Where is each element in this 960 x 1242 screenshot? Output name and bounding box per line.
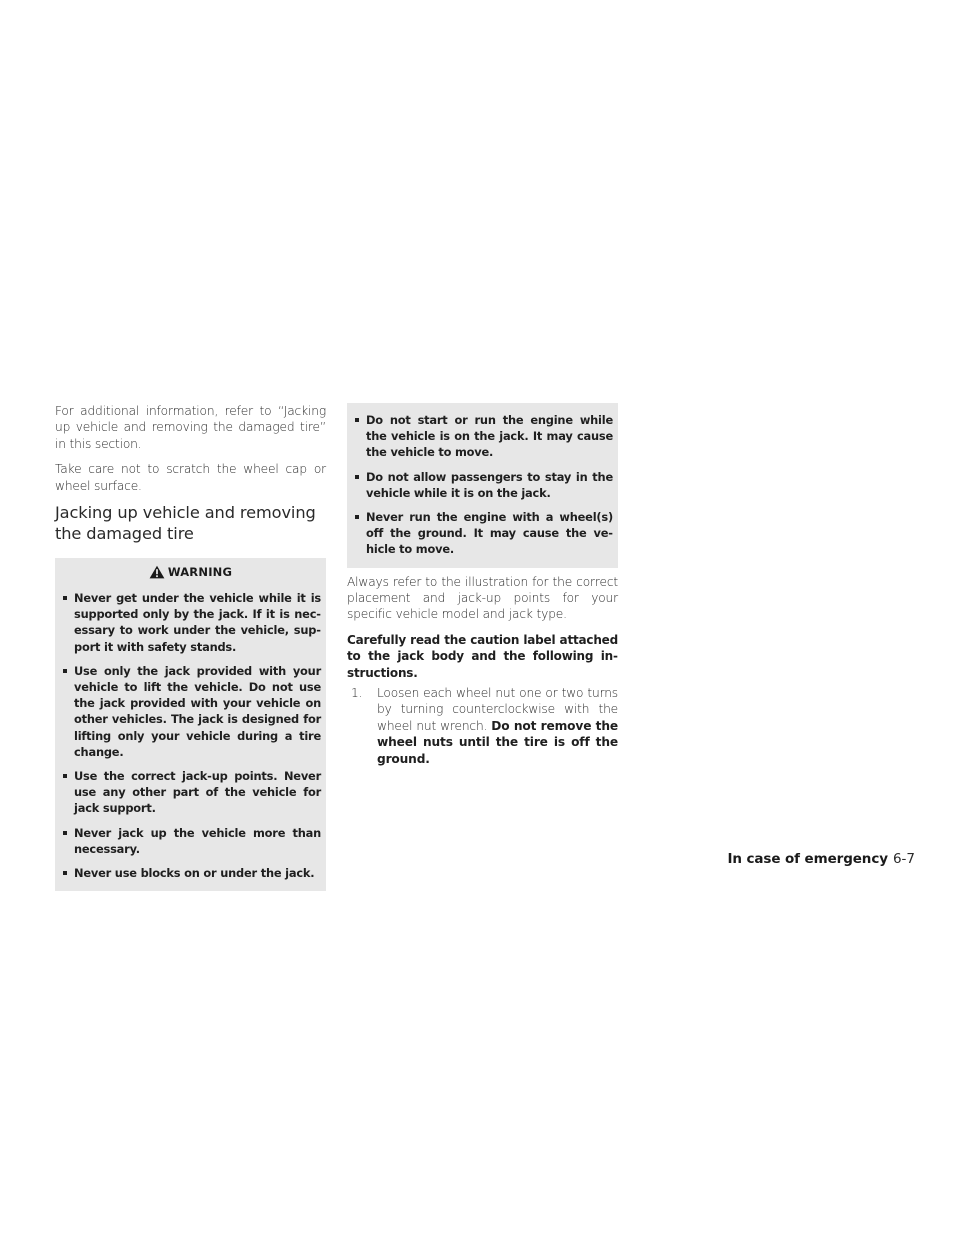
warning-item (352, 412, 613, 461)
intro-paragraph-1: For additional information, refer to “Jacking up vehicle and removing the damaged tire” in this section. (55, 404, 326, 451)
warning-item-text: Do not start or run the engine while the vehicle is on the jack. It may cause the vehicle to move. (366, 413, 613, 460)
warning-list-continued (352, 412, 613, 558)
warning-item-text: Use only the jack provided with your vehicle to lift the vehicle. Do not use the jack provided with your vehicle on other vehicles. The jack is designed for lifting only your vehicle during a tire change. (74, 663, 321, 759)
warning-item-text: Never jack up the vehicle more than necessary. (74, 825, 321, 856)
warning-item (60, 825, 321, 857)
bullet-icon (63, 831, 67, 835)
warning-item (60, 663, 321, 760)
warning-item (60, 590, 321, 655)
caution-paragraph: Carefully read the caution label attached to the jack body and the following instructions. (347, 632, 618, 680)
left-column (55, 403, 326, 891)
right-column (347, 403, 618, 767)
warning-header (60, 563, 321, 581)
bullet-icon (63, 596, 67, 600)
warning-triangle-icon (149, 565, 165, 579)
illustration-paragraph: Always refer to the illustration for the correct placement and jack-up points for your specific vehicle model and jack type. (347, 574, 618, 622)
section-heading: Jacking up vehicle and removing the damaged tire (55, 503, 316, 543)
step-text: Loosen each wheel nut one or two turns by turning counterclockwise with the wheel nut wrench. (377, 686, 618, 733)
step-item (351, 685, 618, 767)
intro-paragraph-2: Take care not to scratch the wheel cap or wheel surface. (55, 462, 326, 493)
warning-item-text: Never run the engine with a wheel(s) off the ground. It may cause the vehicle to move. (366, 510, 613, 557)
warning-item-text: Never get under the vehicle while it is supported only by the jack. If it is necessary to work under the vehicle, support it with safety stands. (74, 591, 321, 654)
footer-page-number: 6-7 (892, 851, 915, 867)
warning-item-text: Never use blocks on or under the jack. (74, 866, 315, 881)
warning-item (352, 509, 613, 558)
step-bold-text: Do not remove the wheel nuts until the tire is off the ground. (377, 718, 618, 766)
footer-section-title: In case of emergency (727, 851, 888, 867)
warning-item (352, 469, 613, 501)
warning-item (60, 865, 321, 881)
warning-item (60, 768, 321, 817)
warning-list (60, 590, 321, 881)
warning-item-text: Use the correct jack-up points. Never use any other part of the vehicle for jack support. (74, 769, 321, 816)
bullet-icon (63, 669, 67, 673)
bullet-icon (63, 871, 67, 875)
bullet-icon (63, 774, 67, 778)
warning-item-text: Do not allow passengers to stay in the vehicle while it is on the jack. (366, 469, 613, 500)
bullet-icon (355, 515, 359, 519)
warning-label: WARNING (167, 565, 233, 580)
bullet-icon (355, 418, 359, 422)
page-footer (727, 851, 915, 867)
step-number: 1. (351, 686, 363, 701)
bullet-icon (355, 475, 359, 479)
warning-box-continued (347, 403, 618, 568)
warning-box (55, 558, 326, 891)
